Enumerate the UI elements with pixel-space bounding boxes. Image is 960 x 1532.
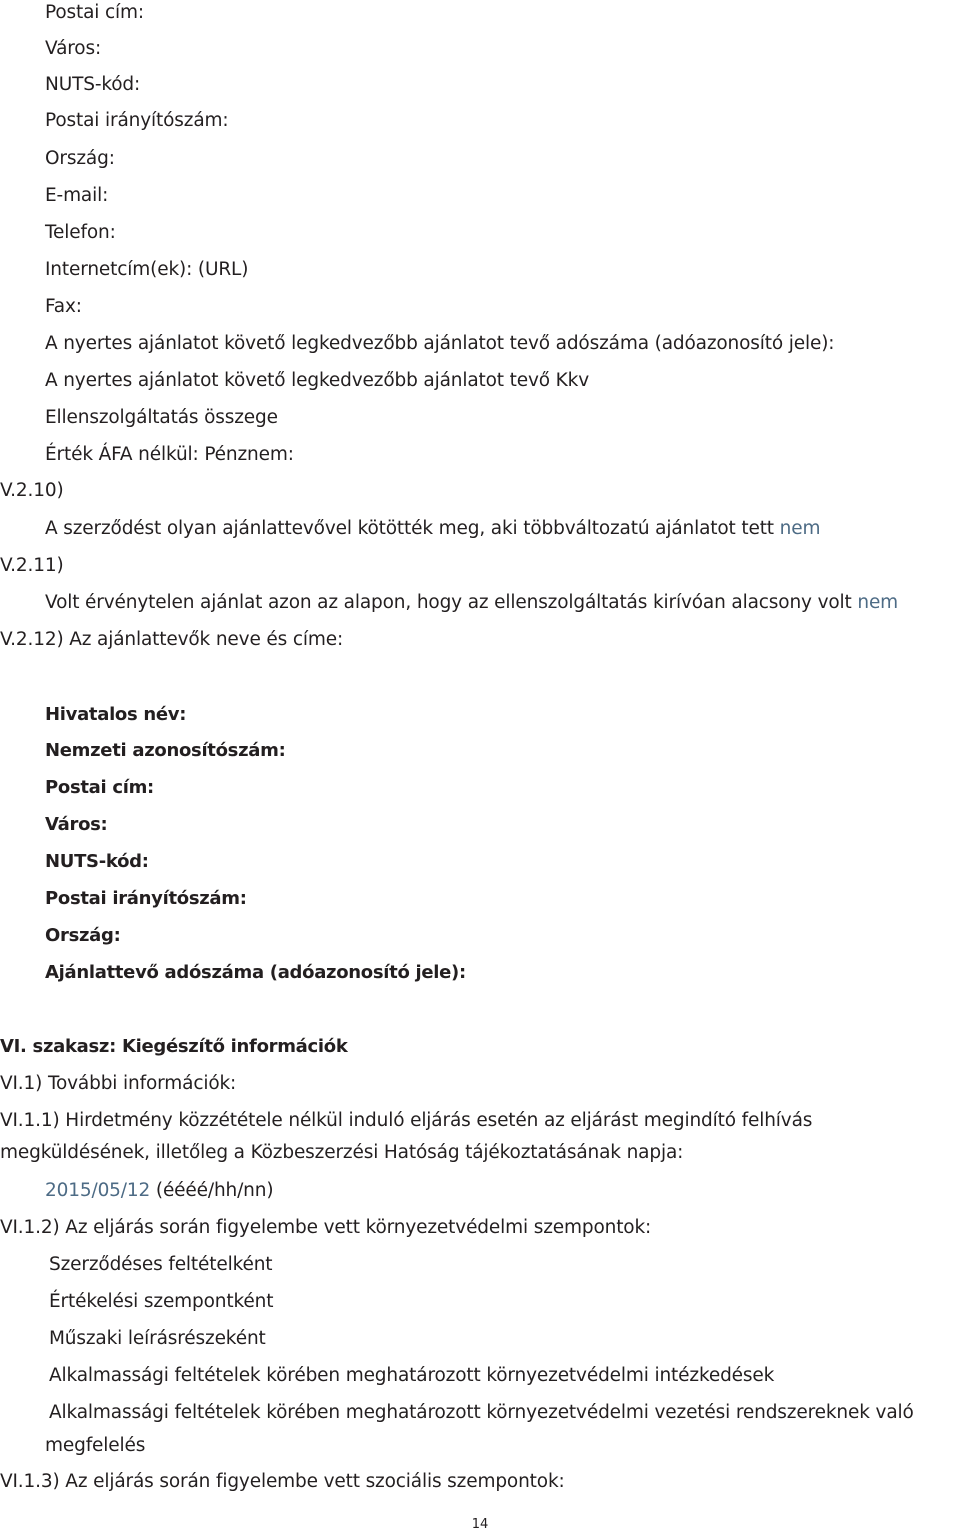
country-label: Ország: <box>45 148 115 169</box>
bidder-postal-address-label: Postai cím: <box>45 777 154 798</box>
section-v210-answer: nem <box>779 518 821 539</box>
runner-up-tax-number-label: A nyertes ajánlatot követő legkedvezőbb ajánlatot tevő adószáma (adóazonosító jele): <box>45 333 835 354</box>
dispatch-date-row <box>45 1180 273 1202</box>
value-label: Érték ÁFA nélkül: Pénznem: <box>45 444 294 465</box>
dispatch-date-value: 2015/05/12 <box>45 1180 151 1201</box>
postal-address-label: Postai cím: <box>45 2 144 23</box>
bidder-city-label: Város: <box>45 814 108 835</box>
bidder-national-id-label: Nemzeti azonosítószám: <box>45 740 286 761</box>
section-v210-question <box>45 518 820 540</box>
section-vi11-line2: megküldésének, illetőleg a Közbeszerzési Hatóság tájékoztatásának napja: <box>0 1142 684 1163</box>
bidder-tax-number-label: Ajánlattevő adószáma (adóazonosító jele): <box>45 962 466 983</box>
consideration-label: Ellenszolgáltatás összege <box>45 407 278 428</box>
section-vi-heading: VI. szakasz: Kiegészítő információk <box>0 1036 348 1057</box>
env-criterion-item: Műszaki leírásrészeként <box>49 1328 266 1349</box>
bidder-nuts-label: NUTS-kód: <box>45 851 149 872</box>
section-v211-question <box>45 592 898 614</box>
env-criterion-item: Alkalmassági feltételek körében meghatározott környezetvédelmi vezetési rendszereknek való <box>49 1402 914 1423</box>
bidder-zip-label: Postai irányítószám: <box>45 888 247 909</box>
section-v210-label: V.2.10) <box>0 480 64 501</box>
zip-label: Postai irányítószám: <box>45 110 229 131</box>
section-vi11-line1: VI.1.1) Hirdetmény közzététele nélkül induló eljárás esetén az eljárást megindító felhívás <box>0 1110 813 1131</box>
section-v211-text: Volt érvénytelen ajánlat azon az alapon, hogy az ellenszolgáltatás kirívóan alacsony volt <box>45 592 852 613</box>
env-criterion-item: Alkalmassági feltételek körében meghatározott környezetvédelmi intézkedések <box>49 1365 775 1386</box>
url-label: Internetcím(ek): (URL) <box>45 259 249 280</box>
section-v211-label: V.2.11) <box>0 555 64 576</box>
section-vi12-label: VI.1.2) Az eljárás során figyelembe vett környezetvédelmi szempontok: <box>0 1217 652 1238</box>
bidder-country-label: Ország: <box>45 925 121 946</box>
env-criterion-item: Szerződéses feltételként <box>49 1254 273 1275</box>
phone-label: Telefon: <box>45 222 116 243</box>
section-v212-label: V.2.12) Az ajánlattevők neve és címe: <box>0 629 344 650</box>
nuts-label: NUTS-kód: <box>45 74 141 95</box>
env-criterion-item: Értékelési szempontként <box>49 1291 274 1312</box>
dispatch-date-format: (éééé/hh/nn) <box>155 1180 274 1201</box>
city-label: Város: <box>45 38 102 59</box>
email-label: E-mail: <box>45 185 109 206</box>
env-criterion-item-continuation: megfelelés <box>45 1435 146 1456</box>
section-v210-text: A szerződést olyan ajánlattevővel kötötték meg, aki többváltozatú ajánlatot tett <box>45 518 774 539</box>
fax-label: Fax: <box>45 296 82 317</box>
bidder-official-name-label: Hivatalos név: <box>45 704 187 725</box>
section-vi1-label: VI.1) További információk: <box>0 1073 237 1094</box>
page-number: 14 <box>471 1517 489 1532</box>
runner-up-kkv-label: A nyertes ajánlatot követő legkedvezőbb ajánlatot tevő Kkv <box>45 370 589 391</box>
section-vi13-label: VI.1.3) Az eljárás során figyelembe vett szociális szempontok: <box>0 1471 565 1492</box>
section-v211-answer: nem <box>857 592 899 613</box>
